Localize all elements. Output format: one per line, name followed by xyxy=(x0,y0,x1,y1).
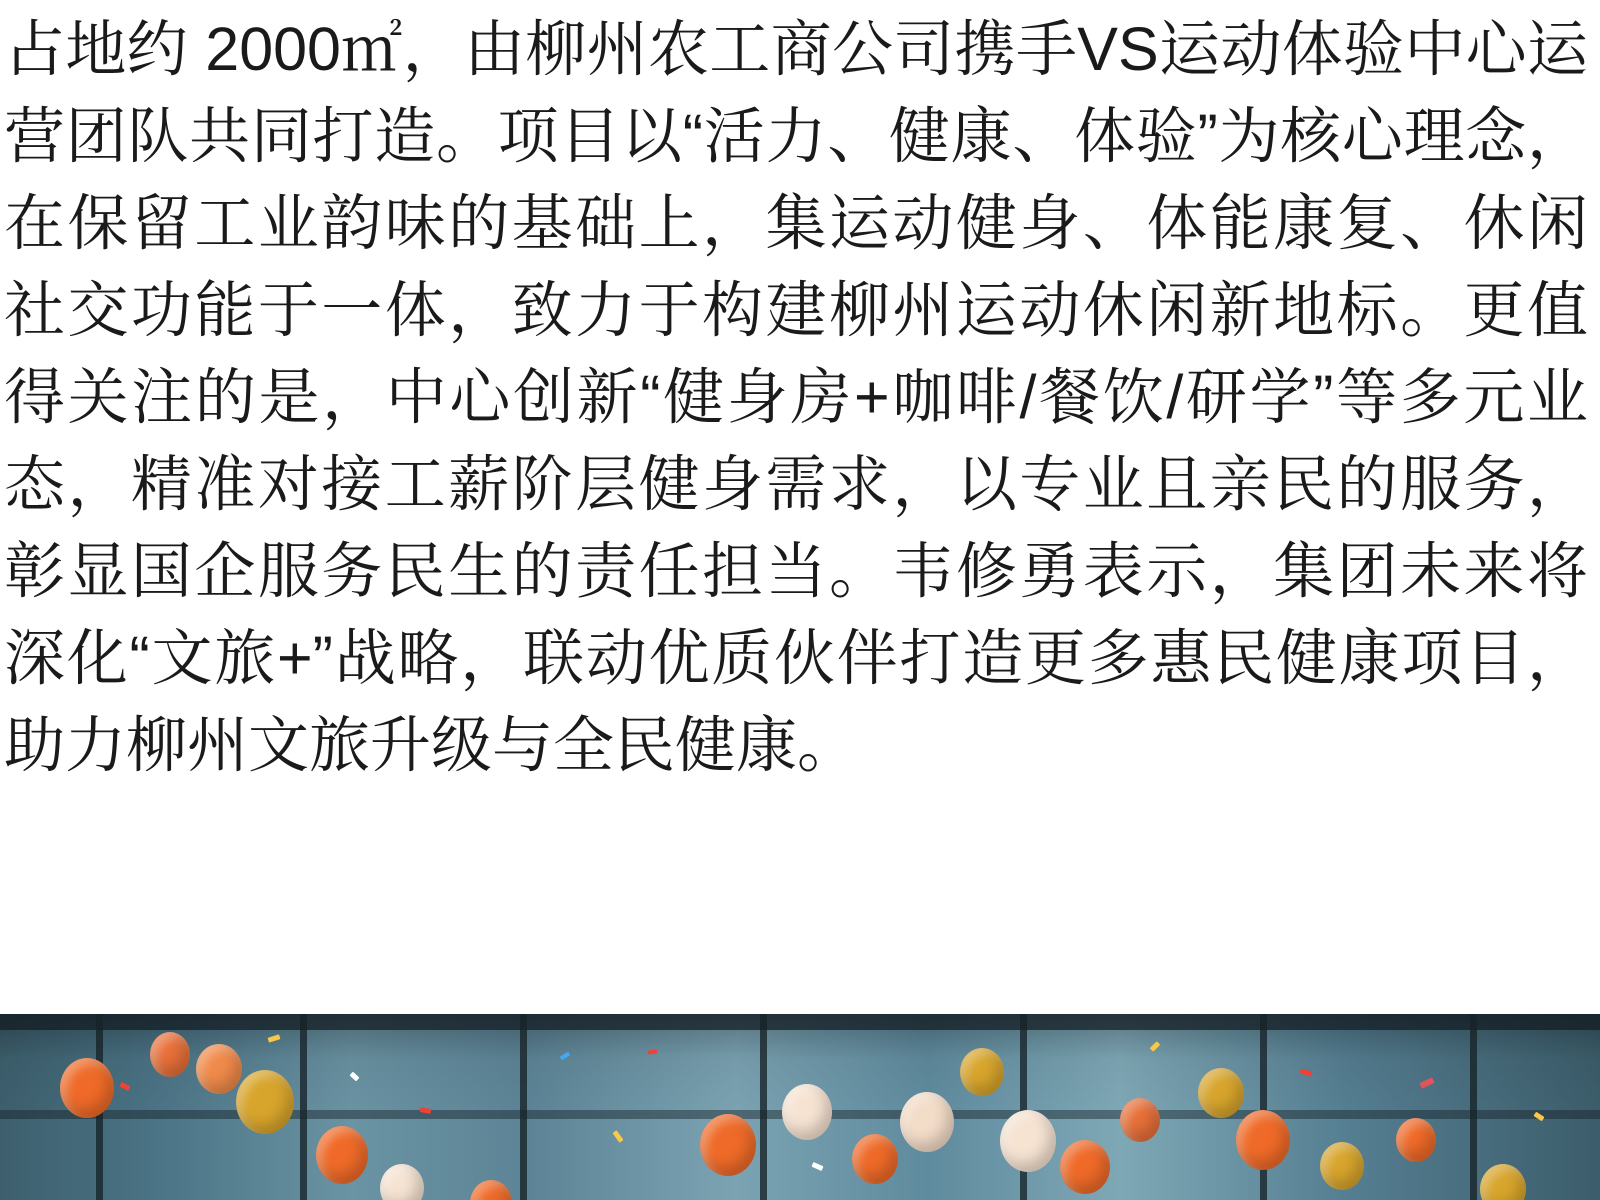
balloon xyxy=(782,1084,832,1140)
balloon xyxy=(1120,1098,1160,1142)
window-mullion xyxy=(1020,1014,1027,1200)
balloon xyxy=(1000,1110,1056,1172)
photo-frame-top-band xyxy=(0,1014,1600,1030)
balloon xyxy=(236,1070,294,1134)
window-mullion xyxy=(1260,1014,1267,1200)
balloon xyxy=(316,1126,368,1184)
window-mullion xyxy=(760,1014,767,1200)
balloon xyxy=(900,1092,954,1152)
balloon xyxy=(960,1048,1004,1096)
balloon xyxy=(196,1044,242,1094)
window-mullion xyxy=(300,1014,307,1200)
balloon xyxy=(60,1058,114,1118)
balloon xyxy=(1320,1142,1364,1190)
balloon xyxy=(150,1032,190,1077)
article-paragraph: 占地约 2000㎡，由柳州农工商公司携手VS运动体验中心运营团队共同打造。项目以“活力、健康、体验”为核心理念，在保留工业韵味的基础上，集运动健身、体能康复、休闲社交功能于一体，致力于构建柳州运动休闲新地标。更值得关注的是，中心创新“健身房+咖啡/餐饮/研学”等多元业态，精准对接工薪阶层健身需求，以专业且亲民的服务，彰显国企服务民生的责任担当。韦修勇表示，集团未来将深化“文旅+”战略，联动优质伙伴打造更多惠民健康项目，助力柳州文旅升级与全民健康。 xyxy=(4,15,1588,779)
balloon xyxy=(700,1114,756,1176)
window-mullion xyxy=(520,1014,527,1200)
balloon xyxy=(1396,1118,1436,1162)
article-photo xyxy=(0,1014,1600,1200)
balloon xyxy=(852,1134,898,1184)
window-mullion xyxy=(1470,1014,1477,1200)
balloon xyxy=(1236,1110,1290,1170)
balloon xyxy=(1198,1068,1244,1118)
balloon xyxy=(1060,1140,1110,1194)
